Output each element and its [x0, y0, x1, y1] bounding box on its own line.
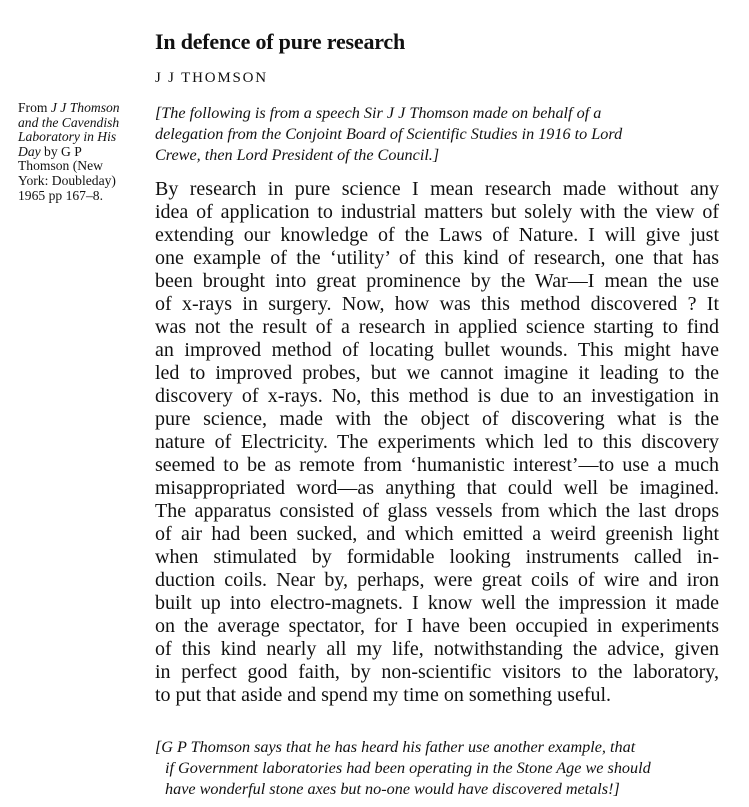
body-line: led to improved probes, but we cannot imagine it leading to the — [155, 362, 719, 384]
body-line: By research in pure science I mean research made without any — [155, 178, 719, 200]
closing-line: [G P Thomson says that he has heard his father use another example, that — [155, 738, 636, 756]
editorial-closing-note — [155, 737, 715, 800]
body-line: nature of Electricity. The experiments which led to this discovery — [155, 431, 719, 453]
body-line: of x-rays in surgery. Now, how was this method discovered ? It — [155, 293, 719, 315]
body-line: when stimulated by formidable looking instruments called in- — [155, 546, 719, 568]
body-line: an improved method of locating bullet wounds. This might have — [155, 339, 719, 361]
source-note-line: 1965 pp 167–8. — [18, 187, 103, 203]
article-author: J J THOMSON — [155, 70, 268, 86]
body-line: in perfect good faith, by non-scientific visitors to the laboratory, — [155, 661, 719, 683]
source-note-line: From J J Thomson — [18, 100, 120, 115]
body-line: seemed to be as remote from ‘humanistic interest’—to use a much — [155, 454, 719, 476]
body-line: The apparatus consisted of glass vessels from which the last drops — [155, 500, 719, 522]
body-line: to put that aside and spend my time on something useful. — [155, 684, 612, 706]
body-line: idea of application to industrial matters but solely with the view of — [155, 201, 719, 223]
body-line: one example of the ‘utility’ of this kind of research, one that has — [155, 247, 719, 269]
intro-line: [The following is from a speech Sir J J Thomson made on behalf of a — [155, 104, 602, 122]
source-note-line: York: Doubleday) — [18, 172, 116, 188]
body-line: built up into electro-magnets. I know well the impression it made — [155, 592, 719, 614]
source-note-line: Thomson (New — [18, 158, 103, 174]
source-note — [18, 101, 152, 203]
body-line: extending our knowledge of the Laws of Nature. I will give just — [155, 224, 719, 246]
body-line: pure science, made with the object of discovering what is the — [155, 408, 719, 430]
intro-line: delegation from the Conjoint Board of Scientific Studies in 1916 to Lord — [155, 125, 623, 143]
closing-line: have wonderful stone axes but no-one would have discovered metals!] — [165, 780, 620, 798]
source-note-line: Laboratory in His — [18, 129, 117, 145]
body-line: was not the result of a research in applied science starting to find — [155, 316, 719, 338]
source-note-line: Day by G P — [18, 143, 82, 159]
speech-body — [155, 178, 719, 707]
article-title: In defence of pure research — [155, 29, 406, 54]
intro-line: Crewe, then Lord President of the Council.] — [155, 146, 440, 164]
closing-line: if Government laboratories had been operating in the Stone Age we should — [165, 759, 651, 777]
body-line: discovery of x-rays. No, this method is due to an investigation in — [155, 385, 719, 407]
source-note-line: and the Cavendish — [18, 114, 120, 130]
body-line: of this kind nearly all my life, notwithstanding the advice, given — [155, 638, 719, 660]
body-line: been brought into great prominence by the War—I mean the use — [155, 270, 719, 292]
body-line: on the average spectator, for I have been occupied in experiments — [155, 615, 719, 637]
body-line: of air had been sucked, and which emitted a weird greenish light — [155, 523, 719, 545]
body-line: misappropriated word—as anything that could well be imagined. — [155, 477, 719, 499]
editorial-intro — [155, 103, 622, 166]
body-line: duction coils. Near by, perhaps, were great coils of wire and iron — [155, 569, 719, 591]
